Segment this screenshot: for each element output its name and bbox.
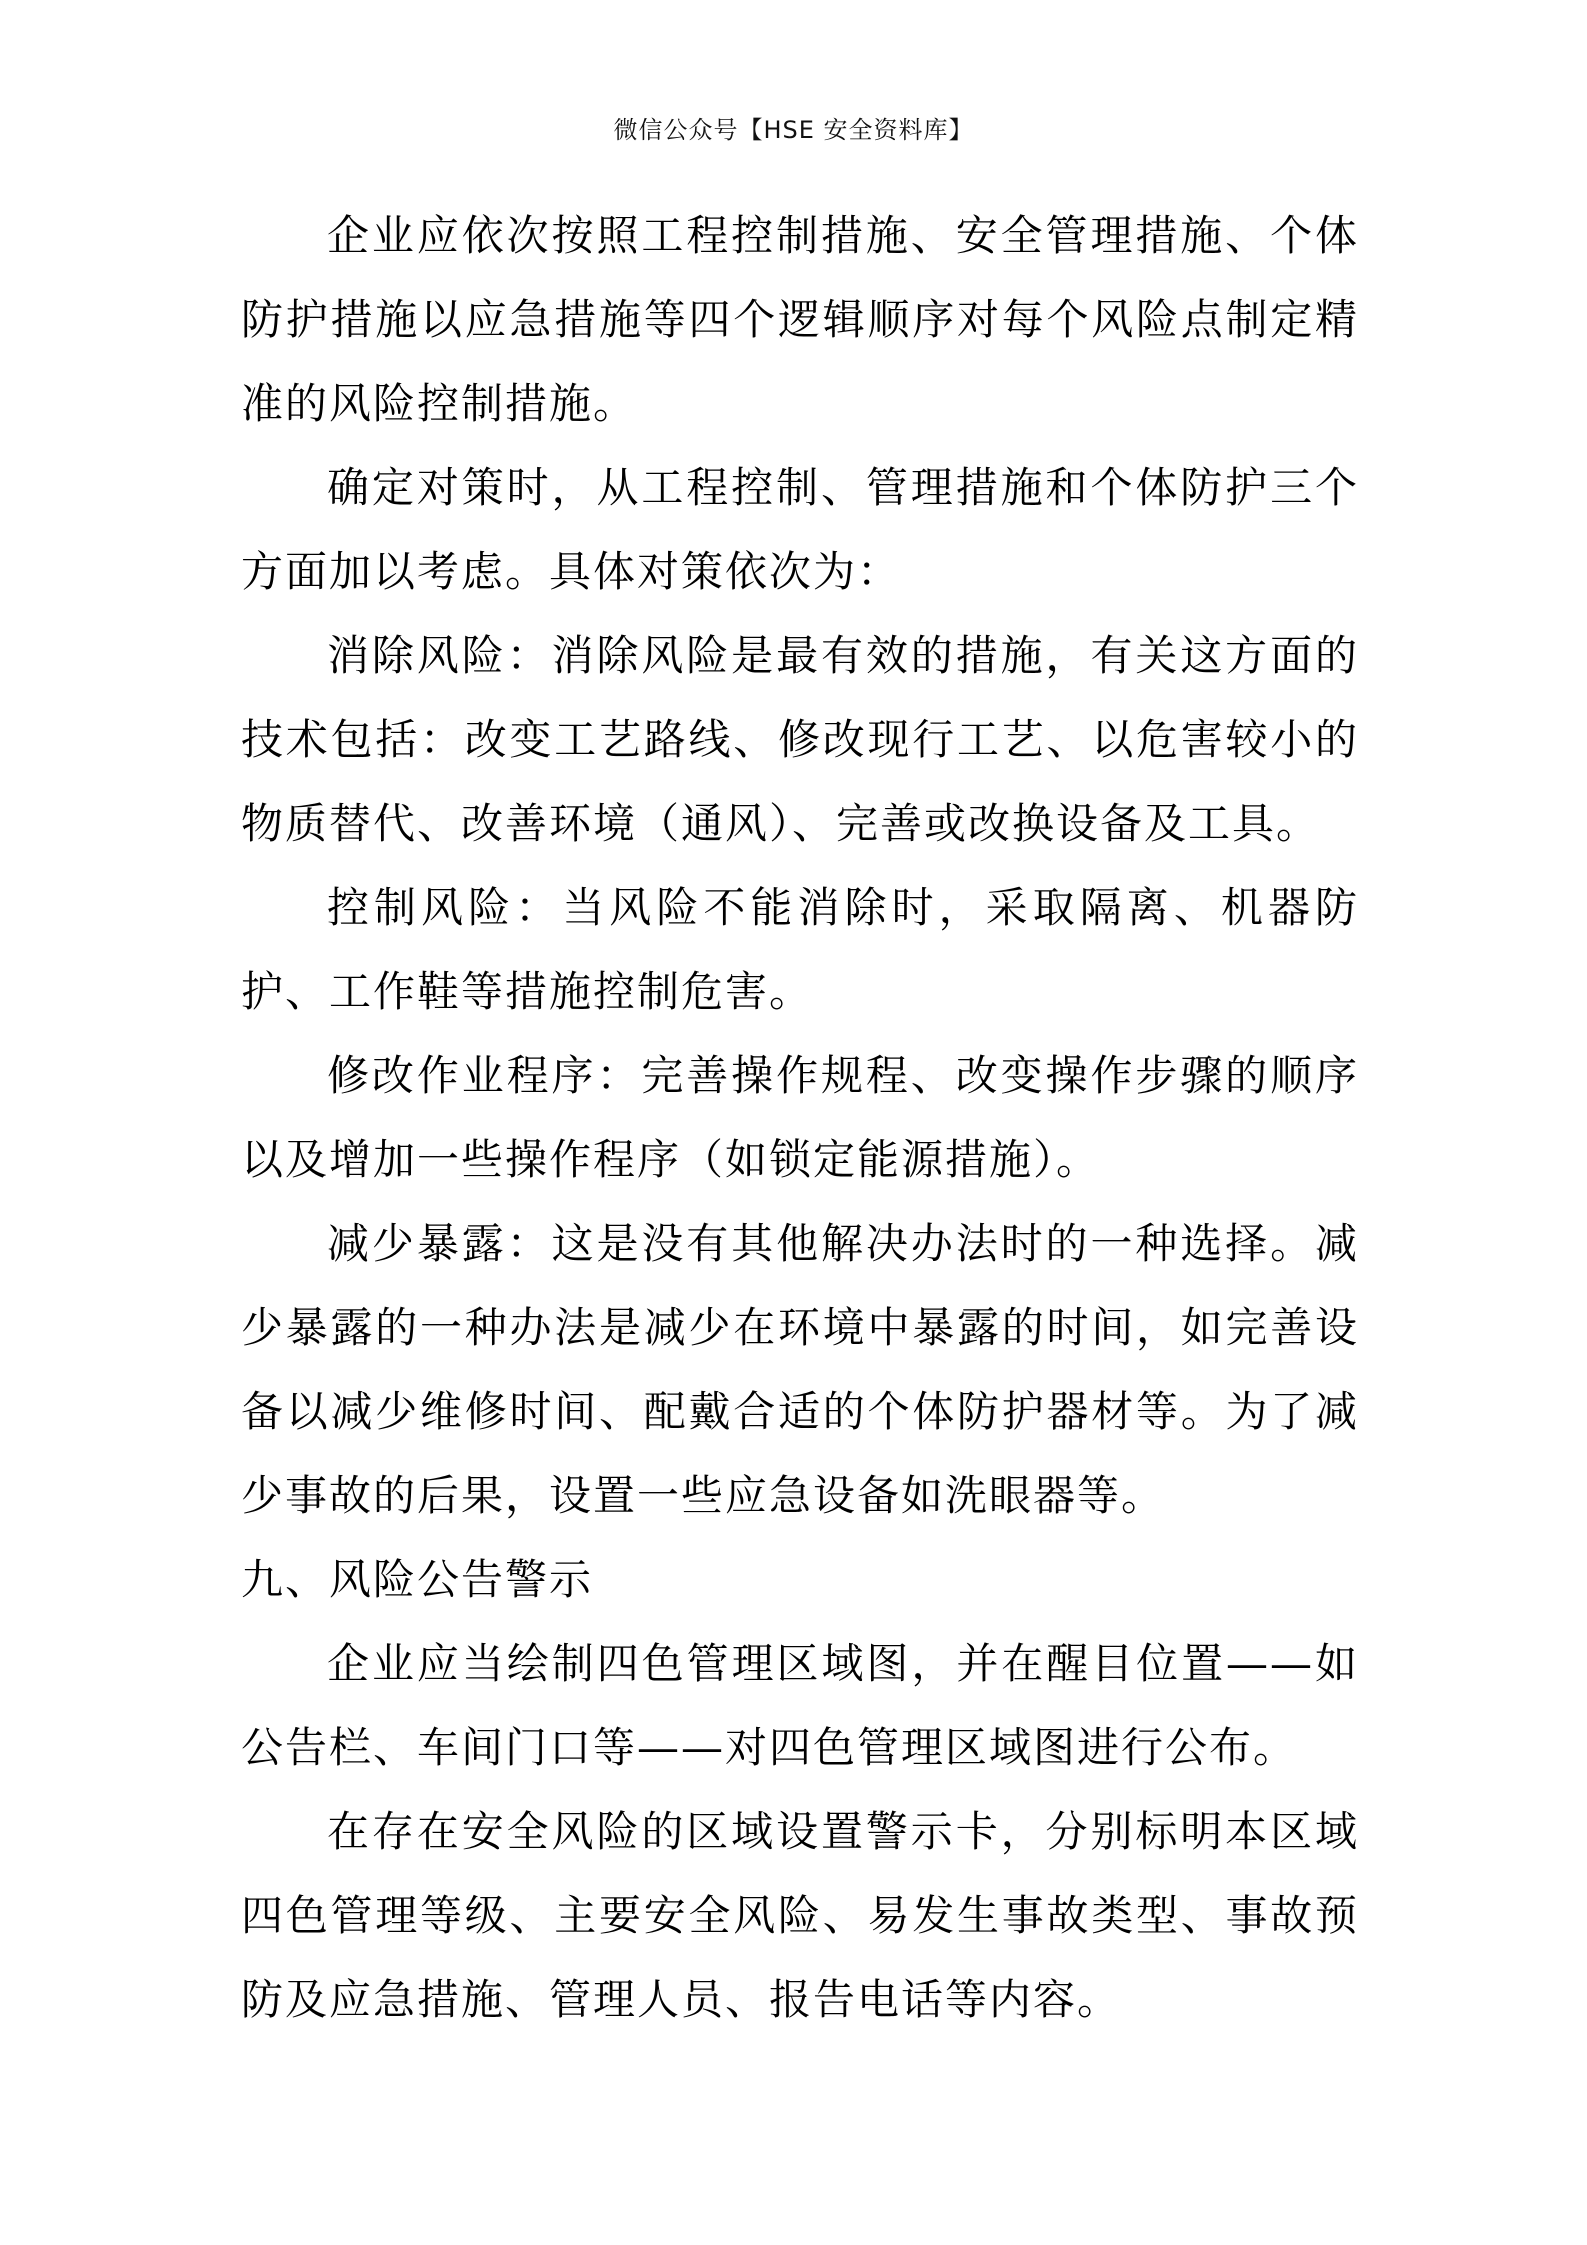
paragraph-control-risk: 控制风险：当风险不能消除时，采取隔离、机器防护、工作鞋等措施控制危害。 xyxy=(241,883,1359,1016)
paragraph-modify-procedure: 修改作业程序：完善操作规程、改变操作步骤的顺序以及增加一些操作程序（如锁定能源措施）。 xyxy=(241,1051,1359,1184)
paragraph-control-measures: 企业应依次按照工程控制措施、安全管理措施、个体防护措施以应急措施等四个逻辑顺序对每个风险点制定精准的风险控制措施。 xyxy=(241,211,1359,428)
document-body xyxy=(241,194,1359,2042)
paragraph-eliminate-risk: 消除风险：消除风险是最有效的措施，有关这方面的技术包括：改变工艺路线、修改现行工艺、以危害较小的物质替代、改善环境（通风）、完善或改换设备及工具。 xyxy=(241,631,1359,848)
paragraph-warning-card: 在存在安全风险的区域设置警示卡，分别标明本区域四色管理等级、主要安全风险、易发生事故类型、事故预防及应急措施、管理人员、报告电话等内容。 xyxy=(241,1807,1359,2024)
paragraph-countermeasures-intro: 确定对策时，从工程控制、管理措施和个体防护三个方面加以考虑。具体对策依次为： xyxy=(241,463,1359,596)
paragraph-four-color-map: 企业应当绘制四色管理区域图，并在醒目位置——如公告栏、车间门口等——对四色管理区域图进行公布。 xyxy=(241,1639,1359,1772)
paragraph-reduce-exposure: 减少暴露：这是没有其他解决办法时的一种选择。减少暴露的一种办法是减少在环境中暴露的时间，如完善设备以减少维修时间、配戴合适的个体防护器材等。为了减少事故的后果，设置一些应急设备如洗眼器等。 xyxy=(241,1219,1359,1520)
page-header: 微信公众号【HSE 安全资料库】 xyxy=(613,116,974,144)
section-heading: 九、风险公告警示 xyxy=(241,1555,594,1604)
